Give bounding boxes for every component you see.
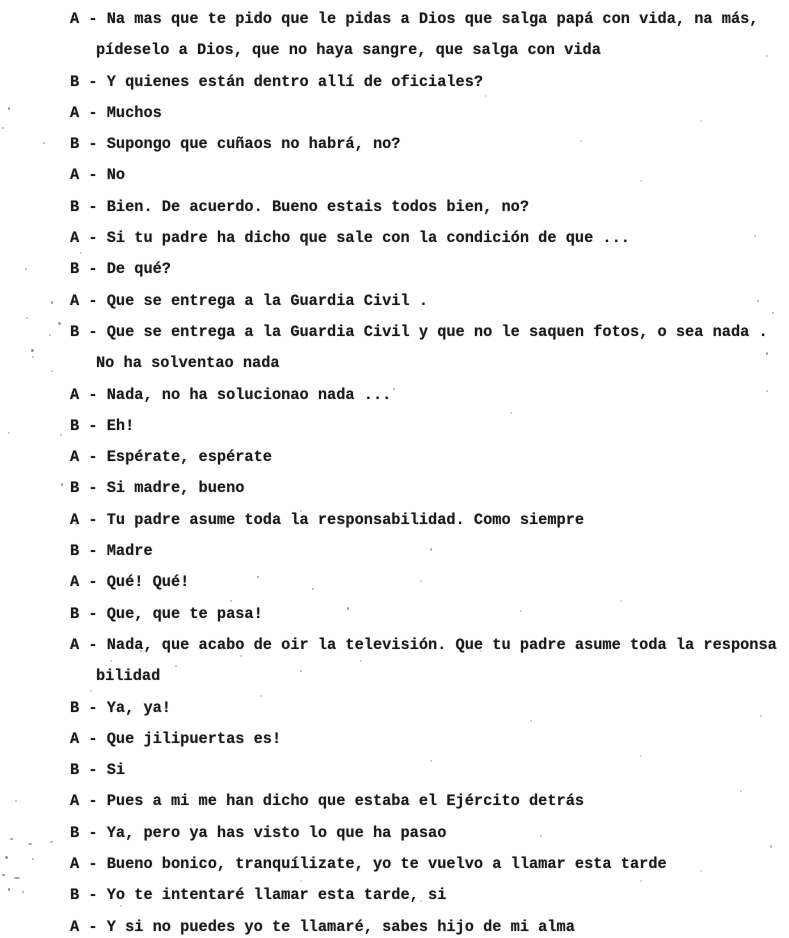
speaker-label: A xyxy=(70,510,80,529)
transcript-line-continuation xyxy=(0,35,789,66)
speaker-separator: - xyxy=(79,291,107,310)
dialogue-text: No xyxy=(106,166,126,185)
dialogue-text: Muchos xyxy=(106,103,162,122)
transcript-line xyxy=(0,755,789,786)
transcript-line xyxy=(0,380,789,411)
dialogue-text: Pues a mi me han dicho que estaba el Ejército detrás xyxy=(106,792,585,811)
dialogue-text: De qué? xyxy=(106,260,171,279)
speaker-label: A xyxy=(70,448,80,467)
speaker-label: B xyxy=(70,72,80,91)
speaker-label: B xyxy=(70,698,80,717)
dialogue-text: Espérate, espérate xyxy=(106,448,272,467)
transcript-line xyxy=(0,442,789,473)
speaker-label: A xyxy=(70,385,80,404)
transcript-line xyxy=(0,880,789,911)
speaker-label: A xyxy=(70,103,80,122)
speaker-label: B xyxy=(70,604,80,623)
dialogue-text: bilidad xyxy=(96,667,161,686)
speaker-label: B xyxy=(70,322,80,341)
dialogue-text: Nada, que acabo de oir la televisión. Que tu padre asume toda la responsa xyxy=(106,635,777,654)
speaker-separator: - xyxy=(79,416,107,435)
transcript-line xyxy=(0,786,789,817)
speaker-label: B xyxy=(70,542,80,561)
speaker-label: A xyxy=(70,573,80,592)
dialogue-text: Ya, ya! xyxy=(106,698,171,717)
dialogue-text: Madre xyxy=(106,542,153,561)
speaker-separator: - xyxy=(79,855,107,874)
speaker-separator: - xyxy=(79,479,107,498)
speaker-separator: - xyxy=(79,729,107,748)
speaker-separator: - xyxy=(79,72,107,91)
transcript-line xyxy=(0,912,789,938)
dialogue-text: Bien. De acuerdo. Bueno estais todos bien, no? xyxy=(106,197,529,216)
speaker-separator: - xyxy=(79,823,107,842)
dialogue-text: Nada, no ha solucionao nada ... xyxy=(106,385,392,404)
speaker-separator: - xyxy=(79,635,107,654)
transcript-line xyxy=(0,536,789,567)
speaker-separator: - xyxy=(79,260,107,279)
dialogue-text: Que, que te pasa! xyxy=(106,604,263,623)
transcript-line xyxy=(0,567,789,598)
dialogue-text: Que se entrega a la Guardia Civil y que no le saquen fotos, o sea nada . xyxy=(106,322,768,341)
transcript-line xyxy=(0,129,789,160)
transcript-line xyxy=(0,411,789,442)
dialogue-text: pídeselo a Dios, que no haya sangre, que salga con vida xyxy=(96,41,601,60)
dialogue-text: Supongo que cuñaos no habrá, no? xyxy=(106,135,401,154)
speaker-label: A xyxy=(70,729,80,748)
speaker-separator: - xyxy=(79,197,107,216)
speaker-label: A xyxy=(70,10,80,28)
transcript-line xyxy=(0,599,789,630)
dialogue-text: No ha solventao nada xyxy=(96,354,280,373)
transcript-line-continuation xyxy=(0,348,789,379)
dialogue-text: Si madre, bueno xyxy=(106,479,245,498)
dialogue-text: Que se entrega a la Guardia Civil . xyxy=(106,291,429,310)
speaker-label: B xyxy=(70,135,80,154)
transcript-line xyxy=(0,4,789,35)
dialogue-text: Que jilipuertas es! xyxy=(106,729,282,748)
speaker-label: B xyxy=(70,823,80,842)
transcript-line xyxy=(0,505,789,536)
speaker-separator: - xyxy=(79,792,107,811)
speaker-separator: - xyxy=(79,761,107,780)
transcript-line xyxy=(0,254,789,285)
speaker-separator: - xyxy=(79,604,107,623)
speaker-label: B xyxy=(70,197,80,216)
transcript xyxy=(0,4,789,938)
transcript-line xyxy=(0,317,789,348)
transcript-line xyxy=(0,98,789,129)
transcript-line xyxy=(0,223,789,254)
speaker-separator: - xyxy=(79,10,107,28)
transcript-line xyxy=(0,630,789,661)
transcript-line-continuation xyxy=(0,661,789,692)
transcript-line xyxy=(0,693,789,724)
transcript-line xyxy=(0,67,789,98)
speaker-label: B xyxy=(70,761,80,780)
speaker-separator: - xyxy=(79,886,107,905)
dialogue-text: Yo te intentaré llamar esta tarde, si xyxy=(106,886,447,905)
speaker-separator: - xyxy=(79,385,107,404)
speaker-separator: - xyxy=(79,573,107,592)
speaker-separator: - xyxy=(79,135,107,154)
transcript-line xyxy=(0,192,789,223)
speaker-label: B xyxy=(70,260,80,279)
dialogue-text: Bueno bonico, tranquílizate, yo te vuelvo a llamar esta tarde xyxy=(106,855,667,874)
dialogue-text: Si tu padre ha dicho que sale con la condición de que ... xyxy=(106,229,630,248)
speaker-label: A xyxy=(70,166,80,185)
speaker-separator: - xyxy=(79,229,107,248)
speaker-label: A xyxy=(70,792,80,811)
dialogue-text: Na mas que te pido que le pidas a Dios que salga papá con vida, na más, xyxy=(106,10,759,28)
dialogue-text: Tu padre asume toda la responsabilidad. Como siempre xyxy=(106,510,585,529)
dialogue-text: Eh! xyxy=(106,416,135,435)
speaker-separator: - xyxy=(79,698,107,717)
speaker-separator: - xyxy=(79,510,107,529)
transcript-line xyxy=(0,818,789,849)
dialogue-text: Y si no puedes yo te llamaré, sabes hijo de mi alma xyxy=(106,917,575,936)
speaker-separator: - xyxy=(79,542,107,561)
speaker-label: A xyxy=(70,855,80,874)
speaker-separator: - xyxy=(79,322,107,341)
transcript-line xyxy=(0,160,789,191)
speaker-label: A xyxy=(70,229,80,248)
dialogue-text: Y quienes están dentro allí de oficiales? xyxy=(106,72,484,91)
speaker-label: B xyxy=(70,479,80,498)
speaker-separator: - xyxy=(79,166,107,185)
speaker-label: A xyxy=(70,291,80,310)
transcript-line xyxy=(0,849,789,880)
dialogue-text: Si xyxy=(106,761,126,780)
transcript-line xyxy=(0,286,789,317)
dialogue-text: Qué! Qué! xyxy=(106,573,190,592)
speaker-separator: - xyxy=(79,448,107,467)
transcript-line xyxy=(0,724,789,755)
speaker-label: A xyxy=(70,635,80,654)
speaker-separator: - xyxy=(79,103,107,122)
speaker-separator: - xyxy=(79,917,107,936)
speaker-label: B xyxy=(70,416,80,435)
speaker-label: A xyxy=(70,917,80,936)
dialogue-text: Ya, pero ya has visto lo que ha pasao xyxy=(106,823,447,842)
transcript-line xyxy=(0,473,789,504)
speaker-label: B xyxy=(70,886,80,905)
